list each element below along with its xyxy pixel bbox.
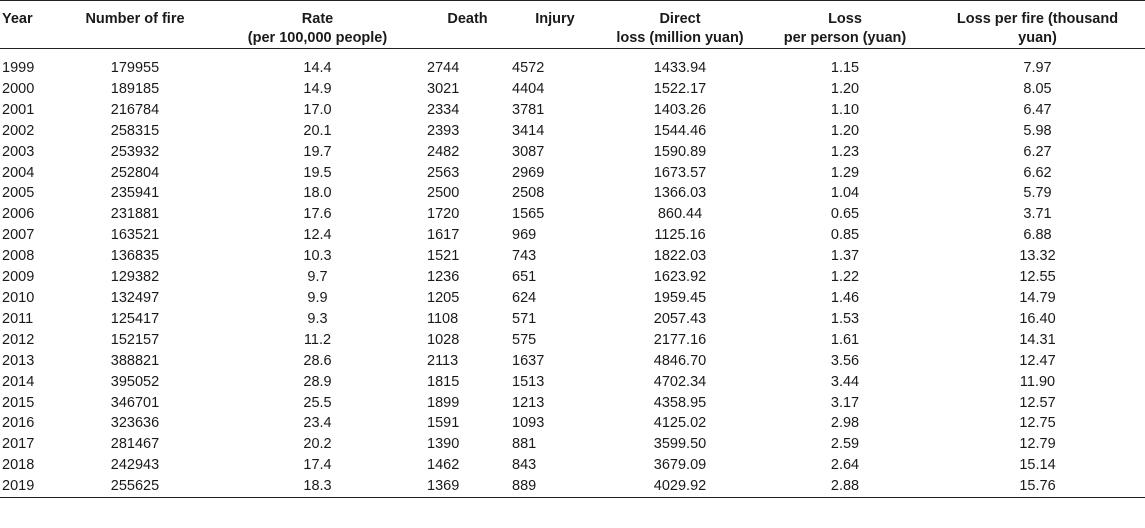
cell-direct-loss: 1959.45 [653,289,707,306]
cell-loss-per-fire: 6.27 [1023,143,1052,160]
header-death: Death [425,1,510,49]
cell-rate: 25.5 [303,394,332,411]
cell-death: 2563 [427,164,460,181]
cell-death: 1899 [427,394,460,411]
cell-loss-per-person: 3.17 [830,394,860,411]
cell-year: 2003 [2,143,35,160]
cell-rate: 28.9 [303,373,332,390]
cell-loss-per-fire: 6.47 [1023,101,1052,118]
cell-direct-loss: 3679.09 [653,457,707,474]
cell-loss-per-person: 1.29 [830,164,860,181]
cell-death: 1108 [427,310,459,327]
cell-year: 2006 [2,206,35,223]
cell-injury: 3414 [512,122,545,139]
cell-loss-per-fire: 16.40 [1019,310,1056,327]
cell-direct-loss: 1403.26 [653,101,707,118]
cell-number-of-fire: 346701 [110,394,160,411]
cell-direct-loss: 1822.03 [653,248,707,265]
cell-year: 2008 [2,248,35,265]
cell-year: 2001 [2,101,35,118]
cell-injury: 1637 [512,352,545,369]
cell-loss-per-fire: 8.05 [1023,80,1052,97]
table-body [0,49,1145,498]
table-row [0,393,1145,414]
table-row [0,183,1145,204]
cell-year: 2012 [2,331,35,348]
cell-loss-per-fire: 12.79 [1019,436,1056,453]
cell-number-of-fire: 179955 [110,60,160,76]
cell-loss-per-person: 3.56 [830,352,860,369]
cell-death: 2500 [427,185,460,202]
table-row [0,246,1145,267]
cell-rate: 14.9 [303,80,332,97]
cell-direct-loss: 1623.92 [653,269,707,286]
cell-loss-per-fire: 12.75 [1019,415,1056,432]
cell-injury: 3781 [512,101,545,118]
cell-number-of-fire: 388821 [110,352,160,369]
cell-injury: 651 [512,269,537,286]
cell-loss-per-person: 1.20 [830,80,860,97]
cell-injury: 743 [512,248,537,265]
cell-direct-loss: 4358.95 [653,394,707,411]
cell-direct-loss: 1673.57 [653,164,707,181]
cell-year: 1999 [2,60,35,76]
cell-injury: 969 [512,227,537,244]
cell-year: 2014 [2,373,35,390]
cell-injury: 881 [512,436,537,453]
header-row [0,1,1145,49]
cell-injury: 2969 [512,164,545,181]
cell-injury: 1565 [512,206,545,223]
cell-number-of-fire: 125417 [110,310,160,327]
table-header [0,1,1145,49]
cell-loss-per-person: 2.59 [830,436,860,453]
cell-death: 3021 [427,80,460,97]
cell-loss-per-person: 1.10 [830,101,860,118]
cell-injury: 843 [512,457,537,474]
cell-direct-loss: 2057.43 [653,310,707,327]
cell-loss-per-fire: 12.57 [1019,394,1056,411]
cell-direct-loss: 4029.92 [600,476,760,497]
cell-injury: 2508 [512,185,545,202]
table-row [0,204,1145,225]
table-row [0,288,1145,309]
cell-number-of-fire: 231881 [110,206,160,223]
cell-loss-per-person: 1.53 [830,310,860,327]
cell-death: 2482 [427,143,460,160]
table-row [0,330,1145,351]
cell-direct-loss: 1433.94 [653,60,707,76]
cell-number-of-fire: 281467 [110,436,160,453]
cell-death: 2393 [427,122,460,139]
cell-death: 1617 [427,227,460,244]
cell-direct-loss: 4125.02 [653,415,707,432]
cell-loss-per-fire: 5.79 [1023,185,1052,202]
cell-rate: 20.2 [303,436,332,453]
cell-loss-per-fire: 13.32 [1019,248,1056,265]
cell-year: 2019 [0,476,60,497]
cell-loss-per-fire: 3.71 [1023,206,1052,223]
cell-year: 2009 [2,269,35,286]
cell-rate: 9.3 [307,310,328,327]
cell-loss-per-person: 1.15 [830,60,860,76]
cell-death: 1815 [427,373,460,390]
table-row [0,100,1145,121]
cell-loss-per-fire: 15.76 [930,476,1145,497]
cell-death: 1462 [427,457,460,474]
cell-year: 2004 [2,164,35,181]
table-row [0,476,1145,497]
cell-loss-per-fire: 6.88 [1023,227,1052,244]
cell-loss-per-person: 2.88 [760,476,930,497]
cell-injury: 3087 [512,143,545,160]
cell-direct-loss: 1590.89 [653,143,707,160]
header-rate: Rate (per 100,000 people) [210,1,425,49]
header-number-of-fire: Number of fire [60,1,210,49]
cell-injury: 4404 [512,80,545,97]
cell-injury: 575 [512,331,537,348]
cell-direct-loss: 1544.46 [653,122,707,139]
cell-rate: 18.0 [303,185,332,202]
cell-number-of-fire: 189185 [110,80,160,97]
cell-number-of-fire: 255625 [60,476,210,497]
cell-number-of-fire: 253932 [110,143,160,160]
table-row [0,267,1145,288]
header-loss-per-fire: Loss per fire (thousand yuan) [930,1,1145,49]
cell-direct-loss: 2177.16 [653,331,707,348]
table-row [0,413,1145,434]
cell-loss-per-fire: 14.79 [1019,289,1056,306]
cell-year: 2015 [2,394,35,411]
cell-rate: 19.7 [303,143,332,160]
cell-injury: 889 [510,476,600,497]
cell-loss-per-fire: 11.90 [1019,373,1056,390]
table-row [0,225,1145,246]
cell-number-of-fire: 242943 [110,457,160,474]
cell-loss-per-person: 2.98 [830,415,860,432]
cell-loss-per-person: 2.64 [830,457,860,474]
cell-death: 1028 [427,331,460,348]
header-injury: Injury [510,1,600,49]
cell-loss-per-person: 1.04 [830,185,860,202]
cell-loss-per-person: 3.44 [830,373,860,390]
cell-number-of-fire: 129382 [110,269,160,286]
cell-injury: 1513 [512,373,545,390]
table-row [0,455,1145,476]
cell-rate: 23.4 [303,415,332,432]
table-row [0,163,1145,184]
cell-number-of-fire: 132497 [110,289,160,306]
cell-loss-per-fire: 6.62 [1023,164,1052,181]
cell-loss-per-fire: 14.31 [1019,331,1056,348]
cell-death: 1521 [427,248,460,265]
cell-death: 2334 [427,101,460,118]
cell-injury: 624 [512,289,537,306]
cell-rate: 9.7 [307,269,328,286]
cell-loss-per-person: 1.23 [830,143,860,160]
cell-rate: 19.5 [303,164,332,181]
table-row [0,49,1145,79]
table-row [0,79,1145,100]
cell-rate: 20.1 [303,122,332,139]
cell-loss-per-fire: 7.97 [1023,60,1052,76]
cell-injury: 1213 [512,394,545,411]
cell-rate: 17.0 [303,101,332,118]
cell-number-of-fire: 216784 [110,101,160,118]
cell-injury: 4572 [512,60,545,76]
table-row [0,372,1145,393]
cell-death: 1591 [427,415,460,432]
cell-death: 1390 [427,436,460,453]
header-year: Year [0,1,60,49]
cell-rate: 28.6 [303,352,332,369]
table-row [0,434,1145,455]
cell-year: 2016 [2,415,35,432]
cell-loss-per-person: 1.46 [830,289,860,306]
cell-death: 1720 [427,206,460,223]
table-row [0,309,1145,330]
cell-year: 2013 [2,352,35,369]
cell-number-of-fire: 163521 [110,227,160,244]
cell-loss-per-person: 1.20 [830,122,860,139]
table-row [0,351,1145,372]
cell-year: 2000 [2,80,35,97]
cell-number-of-fire: 258315 [110,122,160,139]
table-row [0,142,1145,163]
cell-injury: 571 [512,310,537,327]
cell-direct-loss: 860.44 [657,206,703,223]
header-loss-per-person: Loss per person (yuan) [760,1,930,49]
cell-direct-loss: 4702.34 [653,373,707,390]
cell-rate: 12.4 [303,227,332,244]
cell-loss-per-person: 1.22 [830,269,860,286]
cell-death: 1369 [425,476,510,497]
cell-loss-per-person: 0.65 [830,206,860,223]
cell-direct-loss: 3599.50 [653,436,707,453]
cell-year: 2010 [2,289,35,306]
cell-loss-per-fire: 12.55 [1019,269,1056,286]
cell-rate: 18.3 [210,476,425,497]
cell-loss-per-fire: 12.47 [1019,352,1056,369]
cell-direct-loss: 1522.17 [653,80,707,97]
cell-loss-per-person: 0.85 [830,227,860,244]
cell-number-of-fire: 395052 [110,373,160,390]
cell-number-of-fire: 152157 [110,331,160,348]
cell-loss-per-person: 1.37 [830,248,860,265]
cell-number-of-fire: 252804 [110,164,160,181]
cell-year: 2007 [2,227,35,244]
cell-loss-per-person: 1.61 [830,331,860,348]
cell-direct-loss: 4846.70 [653,352,707,369]
cell-rate: 11.2 [303,331,332,348]
cell-year: 2011 [2,310,34,327]
cell-year: 2017 [2,436,35,453]
cell-year: 2002 [2,122,35,139]
cell-rate: 10.3 [303,248,332,265]
cell-rate: 17.4 [303,457,332,474]
cell-rate: 9.9 [307,289,328,306]
cell-year: 2005 [2,185,35,202]
cell-direct-loss: 1125.16 [654,227,706,244]
cell-death: 2744 [427,60,460,76]
cell-loss-per-fire: 5.98 [1023,122,1052,139]
table-row [0,121,1145,142]
cell-direct-loss: 1366.03 [653,185,707,202]
cell-death: 1236 [427,269,460,286]
cell-rate: 17.6 [303,206,332,223]
cell-number-of-fire: 136835 [110,248,160,265]
cell-injury: 1093 [512,415,545,432]
header-direct-loss: Direct loss (million yuan) [600,1,760,49]
cell-number-of-fire: 323636 [110,415,160,432]
cell-number-of-fire: 235941 [110,185,160,202]
cell-loss-per-fire: 15.14 [1019,457,1056,474]
cell-year: 2018 [2,457,35,474]
cell-rate: 14.4 [303,60,332,76]
cell-death: 2113 [427,352,459,369]
cell-death: 1205 [427,289,460,306]
